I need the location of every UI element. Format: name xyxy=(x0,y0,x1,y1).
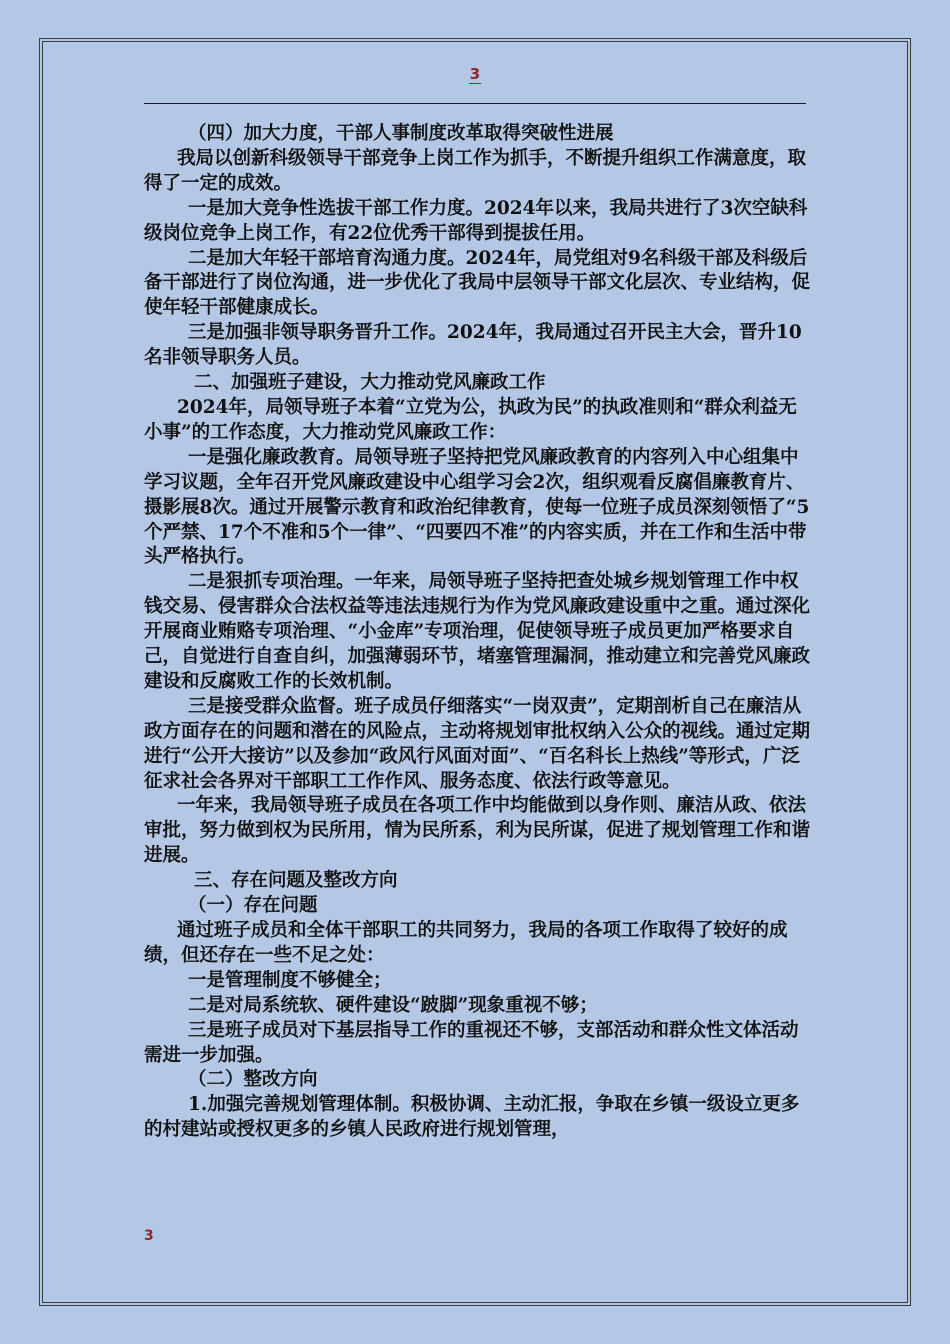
header-rule xyxy=(144,103,806,104)
paragraph: 二是加大年轻干部培育沟通力度。2024年，局党组对9名科级干部及科级后备干部进行了岗位沟通，进一步优化了我局中层领导干部文化层次、专业结构，促使年轻干部健康成长。 xyxy=(144,247,811,319)
paragraph: 二是狠抓专项治理。一年来，局领导班子坚持把查处城乡规划管理工作中权钱交易、侵害群众合法权益等违法违规行为作为党风廉政建设重中之重。通过深化开展商业贿赂专项治理、“小金库”专项治理，促使领导班子成员更加严格要求自己，自觉进行自查自纠，加强薄弱环节，堵塞管理漏洞，推动建立和完善党风廉政建设和反腐败工作的长效机制。 xyxy=(144,571,811,692)
paragraph: 三是加强非领导职务晋升工作。2024年，我局通过召开民主大会，晋升10名非领导职务人员。 xyxy=(144,322,802,369)
paragraph: 一是加大竞争性选拔干部工作力度。2024年以来，我局共进行了3次空缺科级岗位竞争上岗工作，有22位优秀干部得到提拔任用。 xyxy=(144,197,808,244)
footer-page-number: 3 xyxy=(144,1228,154,1244)
paragraph: （四）加大力度，干部人事制度改革取得突破性进展 xyxy=(188,123,614,144)
document-body xyxy=(144,122,814,1143)
paragraph: （二）整改方向 xyxy=(188,1069,318,1091)
paragraph: 三、存在问题及整改方向 xyxy=(194,870,398,892)
header-page-number-text: 3 xyxy=(469,65,481,83)
paragraph: 一是管理制度不够健全； xyxy=(188,969,392,991)
paragraph: 一是强化廉政教育。局领导班子坚持把党风廉政教育的内容列入中心组集中学习议题，全年召开党风廉政建设中心组学习会2次，组织观看反腐倡廉教育片、摄影展8次。通过开展警示教育和政治纪律教育，使每一位班子成员深刻领悟了“5个严禁、17个不准和5个一律”、“四要四不准”的内容实质，并在工作和生活中带头严格执行。 xyxy=(144,446,810,568)
paragraph: 三是接受群众监督。班子成员仔细落实“一岗双责”，定期剖析自己在廉洁从政方面存在的问题和潜在的风险点，主动将规划审批权纳入公众的视线。通过定期进行“公开大接访”以及参加“政风行风面对面”、“百名科长上热线”等形式，广泛征求社会各界对干部职工工作作风、服务态度、依法行政等意见。 xyxy=(144,695,811,792)
paragraph: 二、加强班子建设，大力推动党风廉政工作 xyxy=(194,372,546,394)
paragraph: 我局以创新科级领导干部竞争上岗工作为抓手，不断提升组织工作满意度，取得了一定的成效。 xyxy=(144,147,807,194)
paragraph: 三是班子成员对下基层指导工作的重视还不够，支部活动和群众性文体活动需进一步加强。 xyxy=(144,1019,799,1066)
paragraph: 2024年，局领导班子本着“立党为公，执政为民”的执政准则和“群众利益无小事”的工作态度，大力推动党风廉政工作： xyxy=(144,396,797,443)
paragraph: 一年来，我局领导班子成员在各项工作中均能做到以身作则、廉洁从政、依法审批，努力做到权为民所用，情为民所系，利为民所谋，促进了规划管理工作和谐进展。 xyxy=(144,795,811,867)
header-page-number xyxy=(0,65,950,83)
paragraph: 1.加强完善规划管理体制。积极协调、主动汇报，争取在乡镇一级设立更多的村建站或授权更多的乡镇人民政府进行规划管理， xyxy=(144,1094,800,1141)
paragraph: 通过班子成员和全体干部职工的共同努力，我局的各项工作取得了较好的成绩，但还存在一些不足之处： xyxy=(144,920,788,966)
paragraph: 二是对局系统软、硬件建设“跛脚”现象重视不够； xyxy=(188,994,598,1016)
paragraph: （一）存在问题 xyxy=(188,895,318,917)
